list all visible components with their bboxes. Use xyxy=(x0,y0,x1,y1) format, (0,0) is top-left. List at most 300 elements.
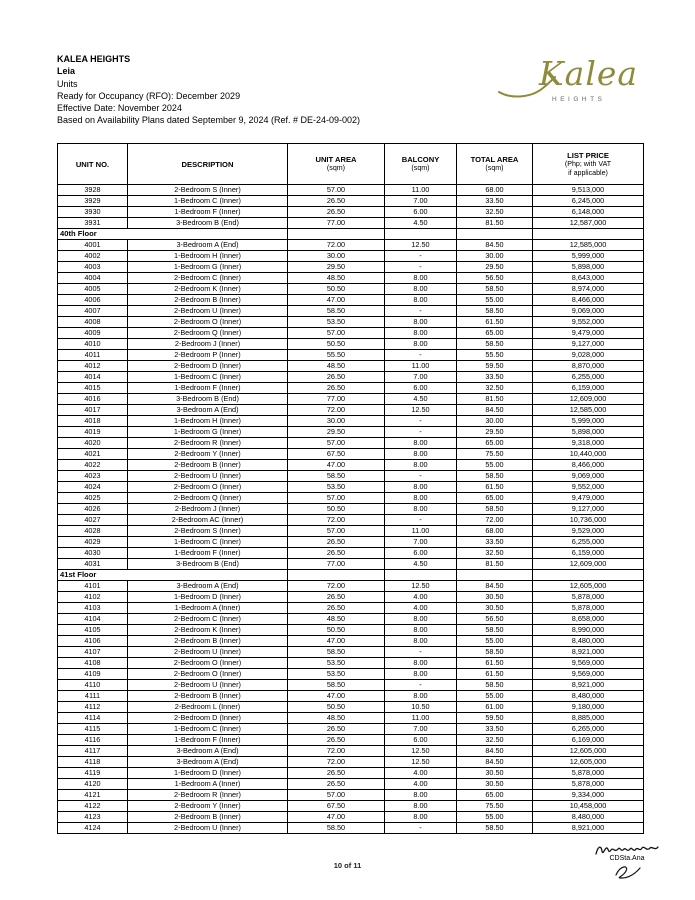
balcony-cell: 8.00 xyxy=(385,691,457,702)
description-cell: 3-Bedroom B (End) xyxy=(128,218,288,229)
table-row xyxy=(58,702,644,713)
description-cell: 1-Bedroom G (Inner) xyxy=(128,427,288,438)
list-price-cell: 8,480,000 xyxy=(533,691,644,702)
unit-no-cell: 4109 xyxy=(58,669,128,680)
table-row xyxy=(58,724,644,735)
unit-area-cell: 50.50 xyxy=(288,702,385,713)
balcony-cell: 8.00 xyxy=(385,328,457,339)
unit-no-cell: 4028 xyxy=(58,526,128,537)
unit-no-cell: 4012 xyxy=(58,361,128,372)
unit-area-cell: 72.00 xyxy=(288,746,385,757)
description-cell: 3-Bedroom A (End) xyxy=(128,581,288,592)
balcony-cell: 6.00 xyxy=(385,207,457,218)
total-area-cell: 32.50 xyxy=(457,383,533,394)
description-cell: 2-Bedroom L (Inner) xyxy=(128,702,288,713)
description-cell: 2-Bedroom U (Inner) xyxy=(128,680,288,691)
list-price-cell: 12,585,000 xyxy=(533,405,644,416)
table-row xyxy=(58,394,644,405)
signatory-name: CDSta.Ana xyxy=(609,855,645,862)
balcony-cell: 8.00 xyxy=(385,504,457,515)
total-area-cell: 68.00 xyxy=(457,185,533,196)
table-row xyxy=(58,614,644,625)
unit-area-cell: 53.50 xyxy=(288,669,385,680)
total-area-cell: 30.50 xyxy=(457,779,533,790)
balcony-cell: - xyxy=(385,647,457,658)
table-row xyxy=(58,306,644,317)
unit-no-cell: 4004 xyxy=(58,273,128,284)
empty-cell xyxy=(385,570,457,581)
col-header-unit-area: UNIT AREA (sqm) xyxy=(288,144,385,185)
unit-area-cell: 47.00 xyxy=(288,812,385,823)
unit-no-cell: 4024 xyxy=(58,482,128,493)
table-row xyxy=(58,548,644,559)
unit-area-cell: 26.50 xyxy=(288,372,385,383)
balcony-cell: 8.00 xyxy=(385,658,457,669)
table-row xyxy=(58,449,644,460)
total-area-cell: 55.00 xyxy=(457,460,533,471)
description-cell: 1-Bedroom C (Inner) xyxy=(128,372,288,383)
total-area-cell: 30.00 xyxy=(457,416,533,427)
unit-area-cell: 26.50 xyxy=(288,548,385,559)
total-area-cell: 61.00 xyxy=(457,702,533,713)
unit-area-cell: 72.00 xyxy=(288,515,385,526)
empty-cell xyxy=(533,229,644,240)
balcony-cell: 4.00 xyxy=(385,592,457,603)
total-area-cell: 58.50 xyxy=(457,823,533,834)
balcony-cell: 4.00 xyxy=(385,768,457,779)
total-area-cell: 81.50 xyxy=(457,559,533,570)
unit-area-cell: 26.50 xyxy=(288,592,385,603)
description-cell: 2-Bedroom B (Inner) xyxy=(128,636,288,647)
description-cell: 2-Bedroom K (Inner) xyxy=(128,284,288,295)
list-price-cell: 10,458,000 xyxy=(533,801,644,812)
unit-no-cell: 4112 xyxy=(58,702,128,713)
description-cell: 1-Bedroom D (Inner) xyxy=(128,768,288,779)
unit-no-cell: 4118 xyxy=(58,757,128,768)
list-price-cell: 8,974,000 xyxy=(533,284,644,295)
total-area-cell: 58.50 xyxy=(457,625,533,636)
list-price-cell: 9,180,000 xyxy=(533,702,644,713)
unit-area-cell: 47.00 xyxy=(288,691,385,702)
table-row xyxy=(58,251,644,262)
total-area-cell: 65.00 xyxy=(457,438,533,449)
description-cell: 2-Bedroom Q (Inner) xyxy=(128,493,288,504)
total-area-cell: 58.50 xyxy=(457,306,533,317)
balcony-cell: - xyxy=(385,251,457,262)
description-cell: 3-Bedroom B (End) xyxy=(128,559,288,570)
description-cell: 2-Bedroom B (Inner) xyxy=(128,691,288,702)
total-area-cell: 68.00 xyxy=(457,526,533,537)
list-price-cell: 8,990,000 xyxy=(533,625,644,636)
description-cell: 1-Bedroom A (Inner) xyxy=(128,779,288,790)
unit-area-cell: 48.50 xyxy=(288,713,385,724)
unit-no-cell: 4124 xyxy=(58,823,128,834)
unit-no-cell: 4019 xyxy=(58,427,128,438)
unit-no-cell: 4009 xyxy=(58,328,128,339)
balcony-cell: - xyxy=(385,306,457,317)
unit-area-cell: 26.50 xyxy=(288,207,385,218)
description-cell: 2-Bedroom C (Inner) xyxy=(128,273,288,284)
unit-area-cell: 77.00 xyxy=(288,394,385,405)
description-cell: 3-Bedroom A (End) xyxy=(128,746,288,757)
total-area-cell: 55.50 xyxy=(457,350,533,361)
list-price-cell: 9,028,000 xyxy=(533,350,644,361)
unit-no-cell: 4001 xyxy=(58,240,128,251)
description-cell: 2-Bedroom S (Inner) xyxy=(128,526,288,537)
unit-area-cell: 57.00 xyxy=(288,328,385,339)
list-price-cell: 12,605,000 xyxy=(533,746,644,757)
table-row xyxy=(58,823,644,834)
description-cell: 2-Bedroom D (Inner) xyxy=(128,713,288,724)
total-area-cell: 58.50 xyxy=(457,647,533,658)
list-price-cell: 12,605,000 xyxy=(533,581,644,592)
total-area-cell: 33.50 xyxy=(457,196,533,207)
list-price-cell: 9,127,000 xyxy=(533,339,644,350)
list-price-cell: 6,265,000 xyxy=(533,724,644,735)
unit-no-cell: 4023 xyxy=(58,471,128,482)
list-price-cell: 12,609,000 xyxy=(533,559,644,570)
unit-no-cell: 3930 xyxy=(58,207,128,218)
list-price-cell: 6,148,000 xyxy=(533,207,644,218)
list-price-cell: 9,569,000 xyxy=(533,669,644,680)
balcony-cell: 8.00 xyxy=(385,614,457,625)
header-line-availability: Based on Availability Plans dated September 9, 2024 (Ref. # DE-24-09-002) xyxy=(57,115,361,126)
floor-section-label: 41st Floor xyxy=(58,570,288,581)
total-area-cell: 61.50 xyxy=(457,317,533,328)
unit-area-cell: 67.50 xyxy=(288,801,385,812)
unit-no-cell: 4031 xyxy=(58,559,128,570)
list-price-cell: 12,585,000 xyxy=(533,240,644,251)
balcony-cell: 12.50 xyxy=(385,405,457,416)
table-row xyxy=(58,691,644,702)
unit-no-cell: 4106 xyxy=(58,636,128,647)
unit-area-cell: 57.00 xyxy=(288,493,385,504)
list-price-cell: 12,605,000 xyxy=(533,757,644,768)
unit-area-cell: 57.00 xyxy=(288,185,385,196)
balcony-cell: - xyxy=(385,416,457,427)
description-cell: 3-Bedroom B (End) xyxy=(128,394,288,405)
table-row xyxy=(58,218,644,229)
description-cell: 1-Bedroom F (Inner) xyxy=(128,383,288,394)
unit-no-cell: 3929 xyxy=(58,196,128,207)
unit-area-cell: 50.50 xyxy=(288,625,385,636)
table-row xyxy=(58,185,644,196)
description-cell: 2-Bedroom R (Inner) xyxy=(128,790,288,801)
col-header-list-price: LIST PRICE (Php; with VAT if applicable) xyxy=(533,144,644,185)
table-row xyxy=(58,801,644,812)
list-price-cell: 9,479,000 xyxy=(533,493,644,504)
total-area-cell: 55.00 xyxy=(457,812,533,823)
unit-no-cell: 4015 xyxy=(58,383,128,394)
signature-flourish-icon xyxy=(611,863,643,881)
total-area-cell: 56.50 xyxy=(457,614,533,625)
description-cell: 2-Bedroom J (Inner) xyxy=(128,339,288,350)
description-cell: 2-Bedroom R (Inner) xyxy=(128,438,288,449)
description-cell: 1-Bedroom H (Inner) xyxy=(128,251,288,262)
table-row xyxy=(58,383,644,394)
list-price-cell: 10,736,000 xyxy=(533,515,644,526)
table-row xyxy=(58,339,644,350)
unit-area-cell: 58.50 xyxy=(288,306,385,317)
total-area-cell: 29.50 xyxy=(457,427,533,438)
balcony-cell: 8.00 xyxy=(385,625,457,636)
list-price-cell: 8,658,000 xyxy=(533,614,644,625)
description-cell: 2-Bedroom O (Inner) xyxy=(128,658,288,669)
balcony-cell: 8.00 xyxy=(385,669,457,680)
unit-no-cell: 3928 xyxy=(58,185,128,196)
total-area-cell: 84.50 xyxy=(457,405,533,416)
total-area-cell: 55.00 xyxy=(457,691,533,702)
description-cell: 2-Bedroom O (Inner) xyxy=(128,482,288,493)
total-area-cell: 30.50 xyxy=(457,603,533,614)
table-row xyxy=(58,537,644,548)
description-cell: 1-Bedroom C (Inner) xyxy=(128,724,288,735)
unit-area-cell: 53.50 xyxy=(288,317,385,328)
total-area-cell: 81.50 xyxy=(457,394,533,405)
col-header-total-area: TOTAL AREA (sqm) xyxy=(457,144,533,185)
total-area-cell: 61.50 xyxy=(457,658,533,669)
list-price-cell: 9,318,000 xyxy=(533,438,644,449)
unit-no-cell: 4018 xyxy=(58,416,128,427)
description-cell: 2-Bedroom U (Inner) xyxy=(128,647,288,658)
balcony-cell: 4.00 xyxy=(385,779,457,790)
description-cell: 1-Bedroom F (Inner) xyxy=(128,548,288,559)
table-row xyxy=(58,427,644,438)
list-price-cell: 5,878,000 xyxy=(533,592,644,603)
unit-no-cell: 4110 xyxy=(58,680,128,691)
unit-area-cell: 26.50 xyxy=(288,768,385,779)
unit-no-cell: 4020 xyxy=(58,438,128,449)
total-area-cell: 81.50 xyxy=(457,218,533,229)
balcony-cell: 6.00 xyxy=(385,383,457,394)
unit-no-cell: 4014 xyxy=(58,372,128,383)
balcony-cell: 6.00 xyxy=(385,548,457,559)
total-area-cell: 65.00 xyxy=(457,493,533,504)
total-area-cell: 84.50 xyxy=(457,240,533,251)
balcony-cell: 7.00 xyxy=(385,196,457,207)
total-area-cell: 32.50 xyxy=(457,735,533,746)
list-price-cell: 6,255,000 xyxy=(533,372,644,383)
unit-area-cell: 53.50 xyxy=(288,658,385,669)
floor-section-row xyxy=(58,570,644,581)
unit-area-cell: 48.50 xyxy=(288,361,385,372)
unit-no-cell: 4008 xyxy=(58,317,128,328)
table-row xyxy=(58,669,644,680)
total-area-cell: 75.50 xyxy=(457,801,533,812)
unit-area-cell: 57.00 xyxy=(288,438,385,449)
total-area-cell: 61.50 xyxy=(457,482,533,493)
description-cell: 1-Bedroom A (Inner) xyxy=(128,603,288,614)
total-area-cell: 33.50 xyxy=(457,537,533,548)
list-price-cell: 6,159,000 xyxy=(533,548,644,559)
header-line-rfo: Ready for Occupancy (RFO): December 2029 xyxy=(57,90,241,101)
table-row xyxy=(58,196,644,207)
balcony-cell: 8.00 xyxy=(385,339,457,350)
unit-no-cell: 4105 xyxy=(58,625,128,636)
total-area-cell: 65.00 xyxy=(457,328,533,339)
balcony-cell: - xyxy=(385,350,457,361)
table-row xyxy=(58,713,644,724)
description-cell: 2-Bedroom O (Inner) xyxy=(128,317,288,328)
total-area-cell: 33.50 xyxy=(457,724,533,735)
total-area-cell: 84.50 xyxy=(457,581,533,592)
balcony-cell: 8.00 xyxy=(385,317,457,328)
table-row xyxy=(58,581,644,592)
empty-cell xyxy=(533,570,644,581)
list-price-cell: 9,569,000 xyxy=(533,658,644,669)
total-area-cell: 32.50 xyxy=(457,207,533,218)
unit-no-cell: 4114 xyxy=(58,713,128,724)
total-area-cell: 58.50 xyxy=(457,339,533,350)
balcony-cell: 11.00 xyxy=(385,713,457,724)
price-list-table xyxy=(57,143,644,834)
col-header-description: DESCRIPTION xyxy=(128,144,288,185)
list-price-cell: 5,999,000 xyxy=(533,251,644,262)
total-area-cell: 29.50 xyxy=(457,262,533,273)
unit-no-cell: 4006 xyxy=(58,295,128,306)
description-cell: 2-Bedroom P (Inner) xyxy=(128,350,288,361)
balcony-cell: 6.00 xyxy=(385,735,457,746)
unit-no-cell: 4026 xyxy=(58,504,128,515)
balcony-cell: - xyxy=(385,680,457,691)
total-area-cell: 59.50 xyxy=(457,361,533,372)
unit-no-cell: 4121 xyxy=(58,790,128,801)
unit-area-cell: 58.50 xyxy=(288,471,385,482)
total-area-cell: 30.50 xyxy=(457,592,533,603)
unit-no-cell: 4005 xyxy=(58,284,128,295)
unit-area-cell: 48.50 xyxy=(288,273,385,284)
total-area-cell: 75.50 xyxy=(457,449,533,460)
unit-no-cell: 4104 xyxy=(58,614,128,625)
unit-no-cell: 4111 xyxy=(58,691,128,702)
document-header xyxy=(57,53,360,127)
unit-no-cell: 4116 xyxy=(58,735,128,746)
total-area-cell: 32.50 xyxy=(457,548,533,559)
list-price-cell: 5,878,000 xyxy=(533,603,644,614)
table-row xyxy=(58,515,644,526)
description-cell: 3-Bedroom A (End) xyxy=(128,405,288,416)
list-price-cell: 9,529,000 xyxy=(533,526,644,537)
table-row xyxy=(58,207,644,218)
description-cell: 2-Bedroom O (Inner) xyxy=(128,669,288,680)
description-cell: 2-Bedroom S (Inner) xyxy=(128,185,288,196)
list-price-cell: 6,159,000 xyxy=(533,383,644,394)
balcony-cell: 12.50 xyxy=(385,746,457,757)
unit-area-cell: 30.00 xyxy=(288,251,385,262)
total-area-cell: 58.50 xyxy=(457,680,533,691)
balcony-cell: - xyxy=(385,515,457,526)
unit-area-cell: 72.00 xyxy=(288,405,385,416)
list-price-cell: 9,127,000 xyxy=(533,504,644,515)
list-price-cell: 5,898,000 xyxy=(533,262,644,273)
balcony-cell: - xyxy=(385,427,457,438)
page-indicator: 10 of 11 xyxy=(333,861,362,870)
description-cell: 2-Bedroom K (Inner) xyxy=(128,625,288,636)
table-row xyxy=(58,658,644,669)
empty-cell xyxy=(457,570,533,581)
balcony-cell: 8.00 xyxy=(385,295,457,306)
unit-no-cell: 4021 xyxy=(58,449,128,460)
unit-no-cell: 4030 xyxy=(58,548,128,559)
total-area-cell: 84.50 xyxy=(457,746,533,757)
empty-cell xyxy=(457,229,533,240)
unit-area-cell: 57.00 xyxy=(288,790,385,801)
unit-area-cell: 57.00 xyxy=(288,526,385,537)
unit-area-cell: 26.50 xyxy=(288,537,385,548)
brand-logo xyxy=(497,54,655,112)
floor-section-label: 40th Floor xyxy=(58,229,288,240)
logo-script: Kalea xyxy=(539,54,639,93)
unit-area-cell: 26.50 xyxy=(288,603,385,614)
table-row xyxy=(58,768,644,779)
list-price-cell: 5,878,000 xyxy=(533,779,644,790)
total-area-cell: 55.00 xyxy=(457,636,533,647)
unit-no-cell: 4103 xyxy=(58,603,128,614)
unit-no-cell: 4022 xyxy=(58,460,128,471)
description-cell: 2-Bedroom U (Inner) xyxy=(128,471,288,482)
description-cell: 1-Bedroom F (Inner) xyxy=(128,735,288,746)
unit-area-cell: 72.00 xyxy=(288,757,385,768)
unit-area-cell: 77.00 xyxy=(288,218,385,229)
description-cell: 1-Bedroom D (Inner) xyxy=(128,592,288,603)
list-price-cell: 12,587,000 xyxy=(533,218,644,229)
list-price-cell: 6,245,000 xyxy=(533,196,644,207)
unit-area-cell: 58.50 xyxy=(288,647,385,658)
unit-area-cell: 50.50 xyxy=(288,504,385,515)
list-price-cell: 8,466,000 xyxy=(533,295,644,306)
list-price-cell: 9,552,000 xyxy=(533,482,644,493)
description-cell: 2-Bedroom B (Inner) xyxy=(128,295,288,306)
unit-area-cell: 29.50 xyxy=(288,427,385,438)
table-row xyxy=(58,647,644,658)
unit-no-cell: 4108 xyxy=(58,658,128,669)
table-row xyxy=(58,790,644,801)
table-row xyxy=(58,757,644,768)
balcony-cell: 4.50 xyxy=(385,559,457,570)
header-line-effective-date: Effective Date: November 2024 xyxy=(57,103,182,114)
total-area-cell: 84.50 xyxy=(457,757,533,768)
unit-no-cell: 4016 xyxy=(58,394,128,405)
table-row xyxy=(58,284,644,295)
total-area-cell: 72.00 xyxy=(457,515,533,526)
header-line-units: Units xyxy=(57,78,78,89)
table-row xyxy=(58,592,644,603)
table-row xyxy=(58,372,644,383)
balcony-cell: 12.50 xyxy=(385,581,457,592)
description-cell: 1-Bedroom F (Inner) xyxy=(128,207,288,218)
list-price-cell: 8,921,000 xyxy=(533,680,644,691)
list-price-cell: 8,480,000 xyxy=(533,636,644,647)
balcony-cell: 11.00 xyxy=(385,185,457,196)
unit-no-cell: 4123 xyxy=(58,812,128,823)
unit-no-cell: 4102 xyxy=(58,592,128,603)
table-row xyxy=(58,680,644,691)
balcony-cell: 11.00 xyxy=(385,526,457,537)
total-area-cell: 30.00 xyxy=(457,251,533,262)
table-row xyxy=(58,262,644,273)
unit-no-cell: 4117 xyxy=(58,746,128,757)
balcony-cell: 4.50 xyxy=(385,218,457,229)
list-price-cell: 8,921,000 xyxy=(533,647,644,658)
list-price-cell: 12,609,000 xyxy=(533,394,644,405)
table-row xyxy=(58,471,644,482)
table-row xyxy=(58,559,644,570)
list-price-cell: 6,169,000 xyxy=(533,735,644,746)
unit-area-cell: 47.00 xyxy=(288,295,385,306)
unit-no-cell: 4025 xyxy=(58,493,128,504)
unit-area-cell: 48.50 xyxy=(288,614,385,625)
total-area-cell: 56.50 xyxy=(457,273,533,284)
